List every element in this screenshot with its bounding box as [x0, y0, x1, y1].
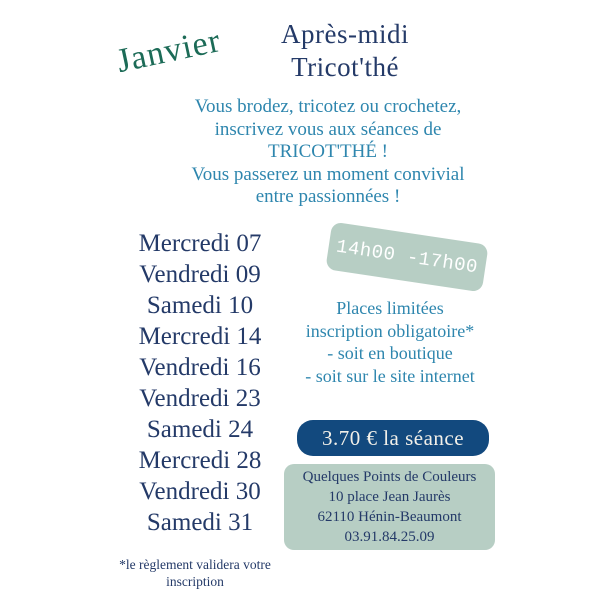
time-badge-label: 14h00 -17h00 [334, 235, 480, 279]
date-item: Vendredi 16 [139, 354, 261, 381]
intro-line-5: entre passionnées ! [255, 186, 401, 207]
title-line-1: Après-midi [281, 19, 409, 49]
page-title [245, 18, 445, 84]
intro-text [78, 96, 578, 209]
registration-line-4: - soit sur le site internet [305, 365, 475, 386]
footnote-line-2: inscription [166, 574, 224, 589]
registration-line-1: Places limitées [336, 298, 444, 318]
contact-card [284, 464, 495, 550]
footnote-line-1: *le règlement validera votre [119, 557, 271, 572]
intro-line-1: Vous brodez, tricotez ou crochetez, [194, 96, 462, 117]
date-item: Samedi 31 [146, 509, 254, 536]
date-item: Vendredi 23 [139, 385, 261, 412]
date-item: Mercredi 07 [138, 230, 262, 257]
date-item: Samedi 10 [146, 292, 254, 319]
contact-phone: 03.91.84.25.09 [344, 529, 435, 545]
title-line-2: Tricot'thé [291, 52, 399, 82]
contact-street: 10 place Jean Jaurès [328, 489, 451, 505]
registration-line-2: inscription obligatoire* [305, 320, 475, 341]
time-badge [325, 222, 488, 293]
intro-line-3: TRICOT'THÉ ! [267, 141, 389, 162]
registration-line-3: - soit en boutique [327, 343, 453, 363]
date-item: Samedi 24 [146, 416, 254, 443]
date-item: Mercredi 14 [138, 323, 262, 350]
contact-city: 62110 Hénin-Beaumont [317, 509, 462, 525]
intro-line-4: Vous passerez un moment convivial [191, 163, 465, 185]
date-item: Vendredi 09 [139, 261, 261, 288]
contact-name: Quelques Points de Couleurs [302, 469, 477, 485]
month-label: Janvier [113, 22, 225, 81]
date-item: Mercredi 28 [138, 447, 262, 474]
price-label: 3.70 € la séance [321, 425, 465, 450]
intro-line-2: inscrivez vous aux séances de [214, 118, 442, 140]
footnote [90, 556, 300, 590]
date-item: Vendredi 30 [139, 478, 261, 505]
registration-info [280, 297, 500, 387]
price-banner [297, 420, 489, 456]
